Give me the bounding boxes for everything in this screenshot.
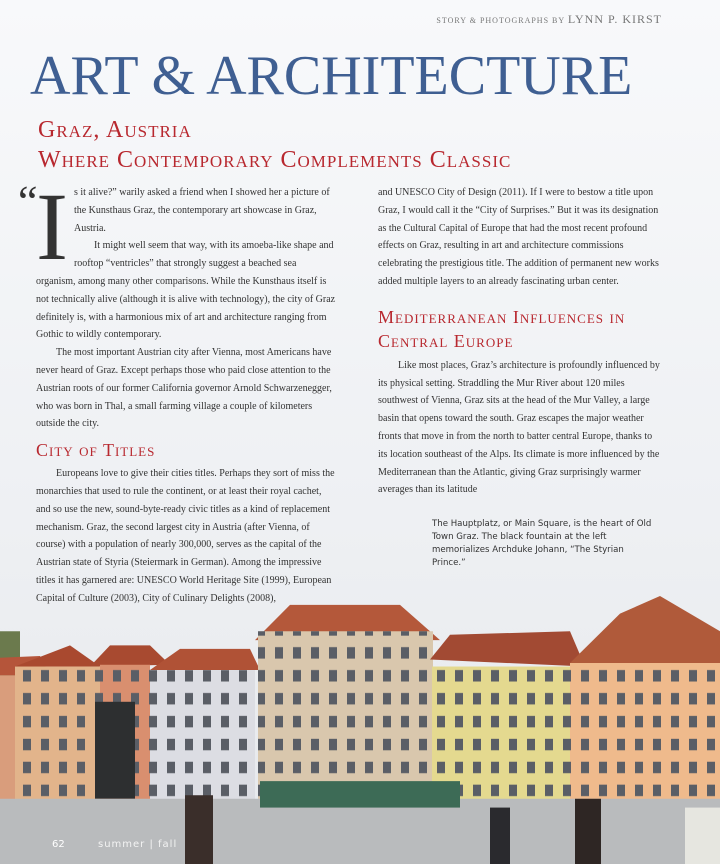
paragraph: It might well seem that way, with its amoeba-like shape and rooftop “ventricles” that strongly suggest a beached sea organism, among many other comparisons. While the Kunsthaus itself is not technically alive (although it is alive with technology), the city of Graz definitely is, with a harmonious mix of art and architecture ranging from Gothic to wildly contemporary. bbox=[36, 240, 336, 341]
paragraph: Like most places, Graz’s architecture is profoundly influenced by its physical setting. Straddling the Mur River about 120 miles southwest of Vienna, Graz sits at the head of the Mur Valley, a large basin that opens toward the south. Graz escapes the major weather fronts that move in from the north to batter central Europe, thanks to its location southeast of the Alps. Its climate is more influenced by the Mediterranean than the Atlantic, giving Graz surprisingly warmer averages than its latitude bbox=[378, 359, 660, 496]
hauptplatz-photo bbox=[0, 596, 720, 864]
magazine-issue: summer | fall bbox=[98, 839, 178, 850]
left-column bbox=[36, 173, 338, 608]
square-pavement bbox=[0, 799, 720, 864]
page-title: ART & ARCHITECTURE bbox=[30, 45, 633, 107]
fountain bbox=[95, 702, 135, 799]
paragraph: The most important Austrian city after Vienna, most Americans have never heard of Graz. Except perhaps those who paid close attention to the Austrian roots of our former California governor Arnold Schwarzenegger, who was born in Thal, a small farming village a couple of kilometers outside the city. bbox=[36, 347, 332, 430]
paragraph: Europeans love to give their cities titles. Perhaps they sort of miss the monarchies that used to rule the continent, or at least their royal cachet, and so use the new, sound-byte-ready civic titles as a kind of replacement mechanism. Graz, the second largest city in Austria (after Vienna, of course) with a population of nearly 300,000, serves as the capital of the Austrian state of Styria (Steiermark in German). Among the impressive titles it has garnered are: UNESCO World Heritage Site (1999), European Capital of Culture (2003), City of Culinary Delights (2008), bbox=[36, 468, 335, 604]
open-quote: “ bbox=[18, 177, 38, 226]
author-name: LYNN P. KIRST bbox=[567, 12, 662, 26]
tram bbox=[260, 781, 460, 807]
paragraph: s it alive?” warily asked a friend when I showed her a picture of the Kunsthaus Graz, the contemporary art showcase in Graz, Austria. bbox=[73, 187, 330, 234]
drop-cap: I bbox=[36, 173, 68, 280]
byline bbox=[436, 12, 662, 27]
paragraph: and UNESCO City of Design (2011). If I were to bestow a title upon Graz, I would call it the “City of Surprises.” But it was its designation as the Cultural Capital of Europe that had the most recent profound effects on Graz, resulting in art and architecture commissions celebrating the prestigious title. The addition of permanent new works added multiple layers to an already fascinating urban center. bbox=[378, 187, 659, 287]
right-column bbox=[378, 184, 662, 499]
section-heading: City of Titles bbox=[36, 440, 156, 461]
byline-prefix: STORY & PHOTOGRAPHS BY bbox=[436, 16, 565, 25]
photo-caption: The Hauptplatz, or Main Square, is the heart of Old Town Graz. The black fountain at the left memorializes Archduke Johann, “The Styrian Prince.” bbox=[432, 519, 652, 568]
page-number: 62 bbox=[52, 839, 65, 850]
section-heading: Mediterranean Influences in Central Europe bbox=[378, 306, 626, 351]
subtitle-tagline: Where Contemporary Complements Classic bbox=[38, 147, 512, 173]
subtitle-location: Graz, Austria bbox=[38, 117, 192, 143]
